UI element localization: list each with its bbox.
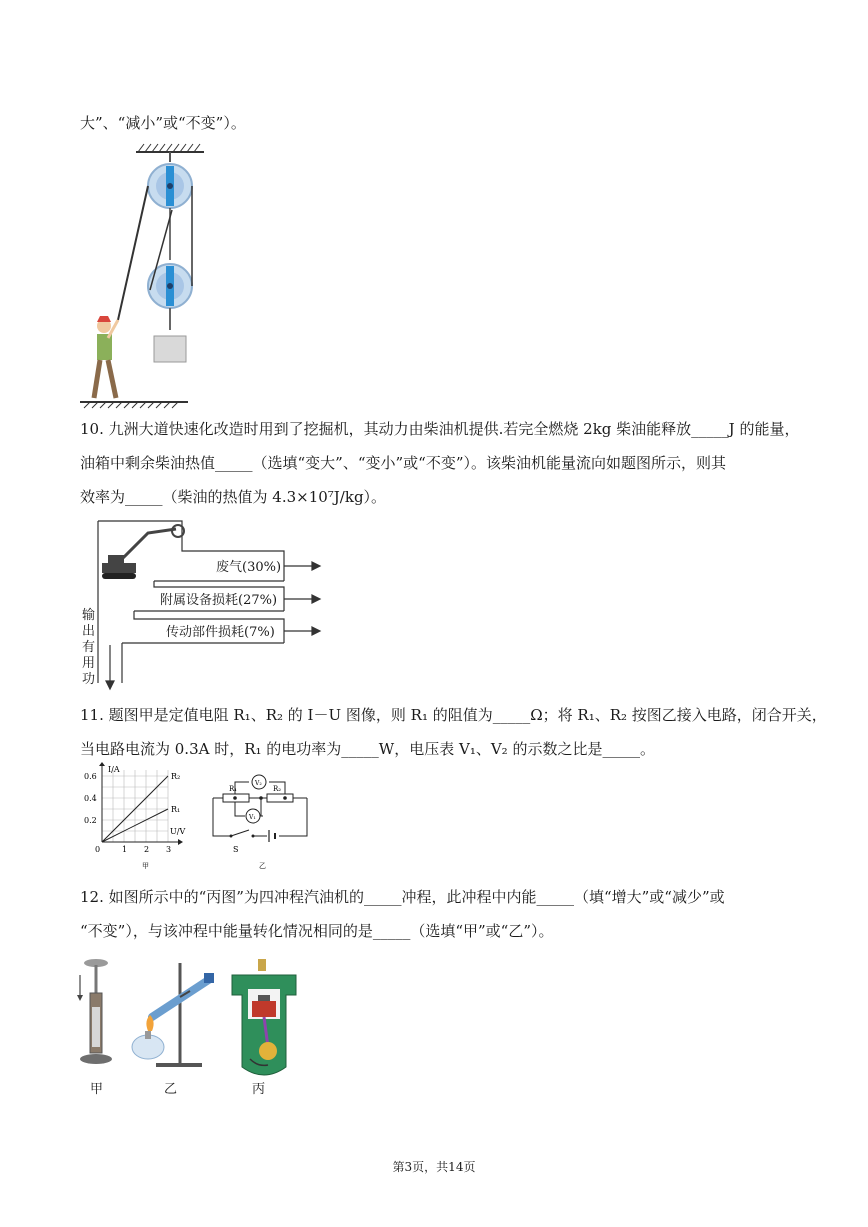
y-axis-label: I/A — [108, 765, 120, 774]
switch-label: S — [233, 845, 239, 854]
y-tick-0-4: 0.4 — [84, 794, 97, 803]
q12-line-1: 12. 如图所示中的“丙图”为四冲程汽油机的_____冲程，此冲程中内能_____（填“增大”或“减少”或 — [80, 888, 725, 906]
q11-line-1: 11. 题图甲是定值电阻 R₁、R₂ 的 I－U 图像，则 R₁ 的阻值为_____Ω；将 R₁、R₂ 按图乙接入电路，闭合开关， — [80, 706, 827, 724]
loss-auxiliary-label: 附属设备损耗(27%) — [160, 593, 278, 608]
x-tick-2: 2 — [144, 845, 150, 854]
r1-label: R₁ — [229, 785, 238, 793]
circuit-diagram — [205, 770, 315, 874]
x-tick-3: 3 — [166, 845, 172, 854]
pulley-figure — [78, 140, 218, 410]
x-tick-1: 1 — [122, 845, 128, 854]
r2-label: R₂ — [273, 785, 282, 793]
useful-work-char-3: 有 — [82, 640, 96, 655]
r1-series-label: R₁ — [171, 805, 181, 814]
page-number: 第3页，共14页 — [392, 1160, 476, 1174]
caption-bing: 丙 — [252, 1082, 266, 1097]
x-tick-0: 0 — [95, 845, 101, 854]
q10-line-1: 10. 九洲大道快速化改造时用到了挖掘机，其动力由柴油机提供.若完全燃烧 2kg 柴油能释放_____J 的能量， — [80, 420, 800, 438]
circuit-caption: 乙 — [259, 862, 266, 870]
q10-line-2: 油箱中剩余柴油热值_____（选填“变大”、“变小”或“不变”）。该柴油机能量流向如题图所示，则其 — [80, 454, 727, 472]
useful-work-char-5: 功 — [82, 672, 96, 687]
iu-chart — [82, 762, 192, 874]
caption-jia: 甲 — [90, 1082, 104, 1097]
q12-line-2: “不变”），与该冲程中能量转化情况相同的是_____（选填“甲”或“乙”）。 — [80, 922, 554, 940]
r2-series-label: R₂ — [171, 772, 181, 781]
q11-line-2: 当电路电流为 0.3A 时，R₁ 的电功率为_____W，电压表 V₁、V₂ 的示数之比是_____。 — [80, 740, 655, 758]
chart-caption: 甲 — [142, 862, 149, 870]
q10-line-3: 效率为_____（柴油的热值为 4.3×10⁷J/kg）。 — [80, 488, 387, 506]
q12-figures — [72, 955, 312, 1100]
useful-work-char-2: 出 — [82, 624, 96, 639]
v1-label: V₁ — [249, 814, 256, 821]
energy-flow-diagram — [78, 515, 338, 695]
y-tick-0-6: 0.6 — [84, 772, 97, 781]
q9-tail-text: 大”、“减小”或“不变”）。 — [80, 114, 246, 132]
v2-label: V₂ — [255, 780, 262, 787]
loss-exhaust-label: 废气(30%) — [216, 560, 282, 575]
y-tick-0-2: 0.2 — [84, 816, 97, 825]
caption-yi: 乙 — [164, 1082, 178, 1097]
useful-work-char-1: 输 — [82, 608, 96, 623]
loss-transmission-label: 传动部件损耗(7%) — [166, 625, 275, 640]
x-axis-label: U/V — [170, 827, 186, 836]
useful-work-char-4: 用 — [82, 656, 96, 671]
